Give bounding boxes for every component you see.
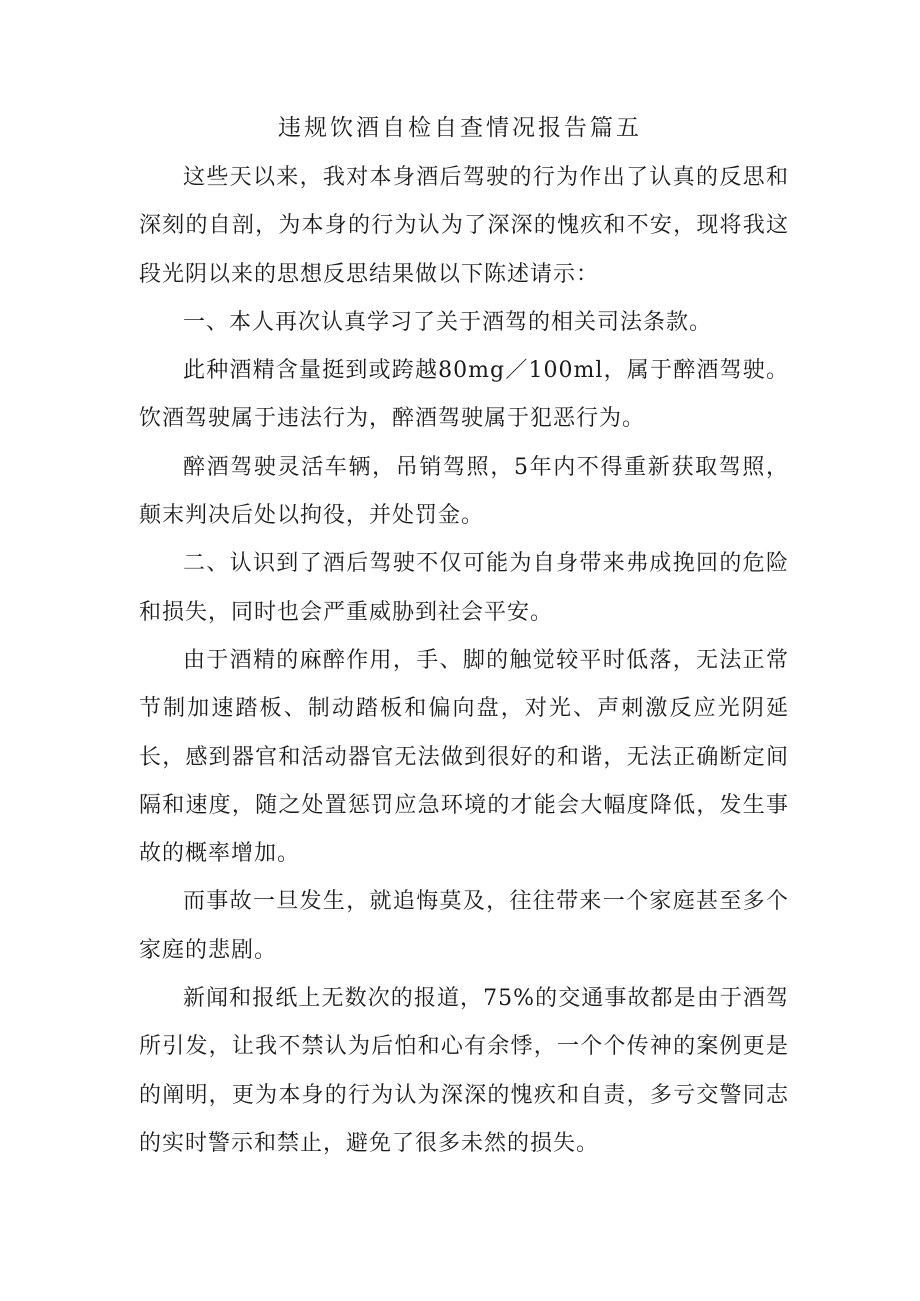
paragraph-news-reports: 新闻和报纸上无数次的报道，75%的交通事故都是由于酒驾所引发，让我不禁认为后怕和心有余悸，一个个传神的案例更是的阐明，更为本身的行为认为深深的愧疚和自责，多亏交警同志的实时警示和禁止，避免了很多未然的损失。 [139, 986, 789, 1156]
paragraph-alcohol-limit: 此种酒精含量挺到或跨越80mg／100ml，属于醉酒驾驶。饮酒驾驶属于违法行为，醉酒驾驶属于犯恶行为。 [139, 358, 789, 432]
document-title: 违规饮酒自检自查情况报告篇五 [278, 115, 642, 141]
document-body [139, 154, 789, 1168]
paragraph-alcohol-effects: 由于酒精的麻醉作用，手、脚的触觉较平时低落，无法正常节制加速踏板、制动踏板和偏向盘，对光、声刺激反应光阴延长，感到器官和活动器官无法做到很好的和谐，无法正确断定间隔和速度，随之处置惩罚应急环境的才能会大幅度降低，发生事故的概率增加。 [139, 647, 789, 867]
paragraph-penalty: 醉酒驾驶灵活车辆，吊销驾照，5年内不得重新获取驾照，颠末判决后处以拘役，并处罚金。 [139, 454, 789, 529]
paragraph-section-one-heading: 一、本人再次认真学习了关于酒驾的相关司法条款。 [183, 309, 713, 335]
paragraph-intro: 这些天以来，我对本身酒后驾驶的行为作出了认真的反思和深刻的自剖，为本身的行为认为了深深的愧疚和不安，现将我这段光阴以来的思想反思结果做以下陈述请示： [139, 165, 789, 287]
paragraph-section-two-heading: 二、认识到了酒后驾驶不仅可能为自身带来弗成挽回的危险和损失，同时也会严重威胁到社会平安。 [139, 551, 789, 625]
paragraph-accident-tragedy: 而事故一旦发生，就追悔莫及，往往带来一个家庭甚至多个家庭的悲剧。 [139, 889, 789, 963]
